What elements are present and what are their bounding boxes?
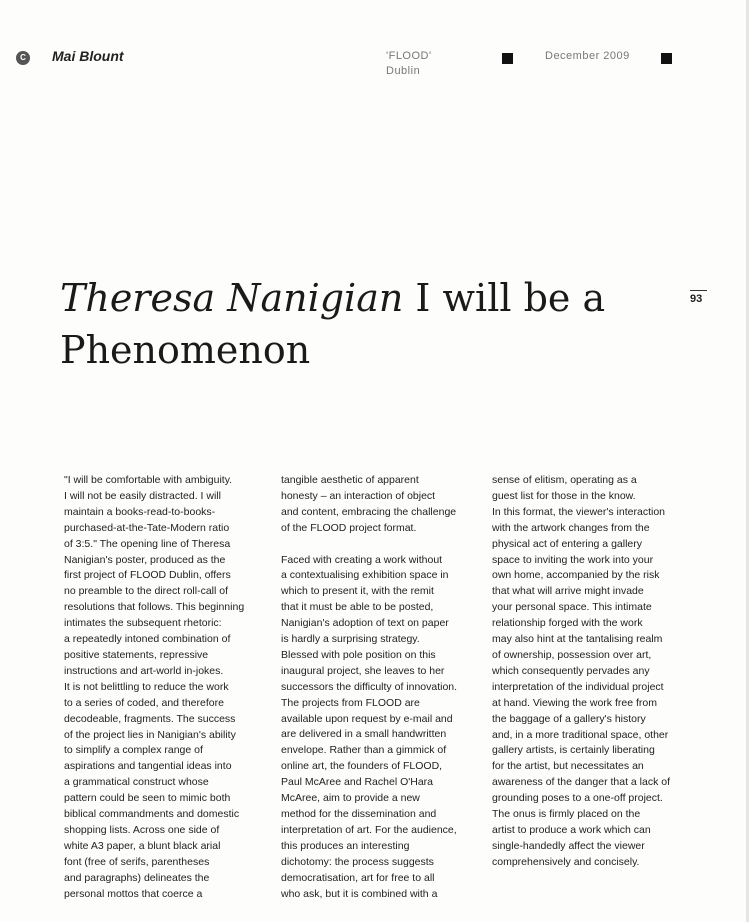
square-bullet-icon <box>502 53 513 64</box>
body-text-line: resolutions that follows. This beginning <box>64 601 245 614</box>
body-text-line: instructions and art-world in-jokes. <box>64 664 224 677</box>
body-text-line: Paul McAree and Rachel O'Hara <box>281 776 433 789</box>
page-number: 93 <box>690 293 703 305</box>
title-artist-name: Theresa Nanigian <box>60 276 404 320</box>
body-text-line: McAree, aim to provide a new <box>281 792 420 805</box>
body-text-line: personal mottos that coerce a <box>64 887 203 900</box>
body-text-line: your personal space. This intimate <box>492 601 652 614</box>
body-text-line: decodeable, fragments. The success <box>64 712 236 725</box>
body-text-line: of 3:5." The opening line of Theresa <box>64 537 231 550</box>
body-text-line: and paragraphs) delineates the <box>64 871 210 884</box>
body-text-line: awareness of the danger that a lack of <box>492 776 671 789</box>
body-text-line: may also hint at the tantalising realm <box>492 633 663 646</box>
author-name: Mai Blount <box>52 48 124 64</box>
body-text-line: intimates the subsequent rhetoric: <box>64 617 222 630</box>
body-text-line: a contextualising exhibition space in <box>281 569 449 582</box>
paragraph-gap <box>281 537 471 553</box>
body-text-line: is hardly a surprising strategy. <box>281 633 420 646</box>
body-text-line: are delivered in a small handwritten <box>281 728 447 741</box>
body-text-line: which consequently pervades any <box>492 664 650 677</box>
body-text-line: white A3 paper, a blunt black arial <box>64 839 221 852</box>
body-text-line: interpretation of art. For the audience, <box>281 823 457 836</box>
body-text-line: Nanigian's poster, produced as the <box>64 553 226 566</box>
title-work-name: I will be a Phenomenon <box>60 276 606 372</box>
body-text-line: font (free of serifs, parentheses <box>64 855 210 868</box>
body-text-line: The projects from FLOOD are <box>281 696 420 709</box>
body-text-line: a repeatedly intoned combination of <box>64 633 231 646</box>
body-text-line: method for the dissemination and <box>281 808 437 821</box>
body-text-line: aspirations and tangential ideas into <box>64 760 232 773</box>
body-text-line: available upon request by e-mail and <box>281 712 453 725</box>
body-text-line: of the FLOOD project format. <box>281 521 417 534</box>
body-text-line: maintain a books-read-to-books- <box>64 505 216 518</box>
venue <box>386 49 432 79</box>
body-text-line: for the artist, but necessitates an <box>492 760 644 773</box>
body-text-line: online art, the founders of FLOOD, <box>281 760 443 773</box>
body-text-line: of ownership, possession over art, <box>492 648 652 661</box>
body-text-line: guest list for those in the know. <box>492 489 636 502</box>
body-text-line: Faced with creating a work without <box>281 553 443 566</box>
body-text-line: own home, accompanied by the risk <box>492 569 660 582</box>
body-text-line: single-handedly affect the viewer <box>492 839 645 852</box>
body-text-line: The onus is firmly placed on the <box>492 808 641 821</box>
venue-name: 'FLOOD' <box>386 50 432 62</box>
body-text-line: of the project lies in Nanigian's ability <box>64 728 236 741</box>
body-text-line: that it must be able to be posted, <box>281 601 434 614</box>
body-text-line: relationship forged with the work <box>492 617 643 630</box>
text-column-1 <box>64 473 254 902</box>
body-text-line: democratisation, art for free to all <box>281 871 435 884</box>
body-text-line: tangible aesthetic of apparent <box>281 474 419 486</box>
body-text-line: It is not belittling to reduce the work <box>64 680 229 693</box>
body-text-line: interpretation of the individual project <box>492 680 664 693</box>
page-number-rule <box>690 290 707 291</box>
body-text-line: inaugural project, she leaves to her <box>281 664 445 677</box>
body-text-line: and, in a more traditional space, other <box>492 728 669 741</box>
body-text-line: with the artwork changes from the <box>492 521 650 534</box>
body-text-line: sense of elitism, operating as a <box>492 474 637 486</box>
text-column-3 <box>492 473 692 871</box>
body-text-line: biblical commandments and domestic <box>64 808 240 821</box>
issue-date: December 2009 <box>545 50 630 62</box>
body-text-line: and content, embracing the challenge <box>281 505 457 518</box>
body-text-line: I will not be easily distracted. I will <box>64 489 221 502</box>
body-text-line: honesty – an interaction of object <box>281 489 436 502</box>
body-text-line: Blessed with pole position on this <box>281 648 436 661</box>
body-text-line: gallery artists, is certainly liberating <box>492 744 655 757</box>
article-title <box>60 272 660 376</box>
body-text-line: first project of FLOOD Dublin, offers <box>64 569 231 582</box>
body-text-line: to simplify a complex range of <box>64 744 203 757</box>
text-column-2 <box>281 473 471 902</box>
body-text-line: to a series of coded, and therefore <box>64 696 224 709</box>
body-text-line: at hand. Viewing the work free from <box>492 696 657 709</box>
body-text-line: positive statements, repressive <box>64 648 209 661</box>
square-bullet-icon <box>661 53 672 64</box>
body-text-line: a grammatical construct whose <box>64 776 209 789</box>
body-text-line: physical act of entering a gallery <box>492 537 642 550</box>
body-text-line: Nanigian's adoption of text on paper <box>281 617 449 630</box>
body-text-line: the baggage of a gallery's history <box>492 712 646 725</box>
venue-city: Dublin <box>386 65 421 77</box>
body-text-line: who ask, but it is combined with a <box>281 887 438 900</box>
body-text-line: In this format, the viewer's interaction <box>492 505 665 518</box>
body-text-line: "I will be comfortable with ambiguity. <box>64 474 233 486</box>
body-text-line: comprehensively and concisely. <box>492 855 640 868</box>
body-text-line: successors the difficulty of innovation. <box>281 680 458 693</box>
body-text-line: grounding poses to a one-off project. <box>492 792 663 805</box>
body-text-line: shopping lists. Across one side of <box>64 823 220 836</box>
body-text-line: pattern could be seen to mimic both <box>64 792 231 805</box>
body-text-line: that what will arrive might invade <box>492 585 644 598</box>
body-text-line: this produces an interesting <box>281 839 410 852</box>
body-text-line: space to inviting the work into your <box>492 553 654 566</box>
body-text-line: dichotomy: the process suggests <box>281 855 434 868</box>
body-text-line: artist to produce a work which can <box>492 823 651 836</box>
body-text-line: envelope. Rather than a gimmick of <box>281 744 447 757</box>
body-text-line: purchased-at-the-Tate-Modern ratio <box>64 521 230 534</box>
body-text-line: no preamble to the direct roll-call of <box>64 585 228 598</box>
body-text-line: which to present it, with the remit <box>281 585 434 598</box>
copyright-circle-icon: C <box>16 51 30 65</box>
